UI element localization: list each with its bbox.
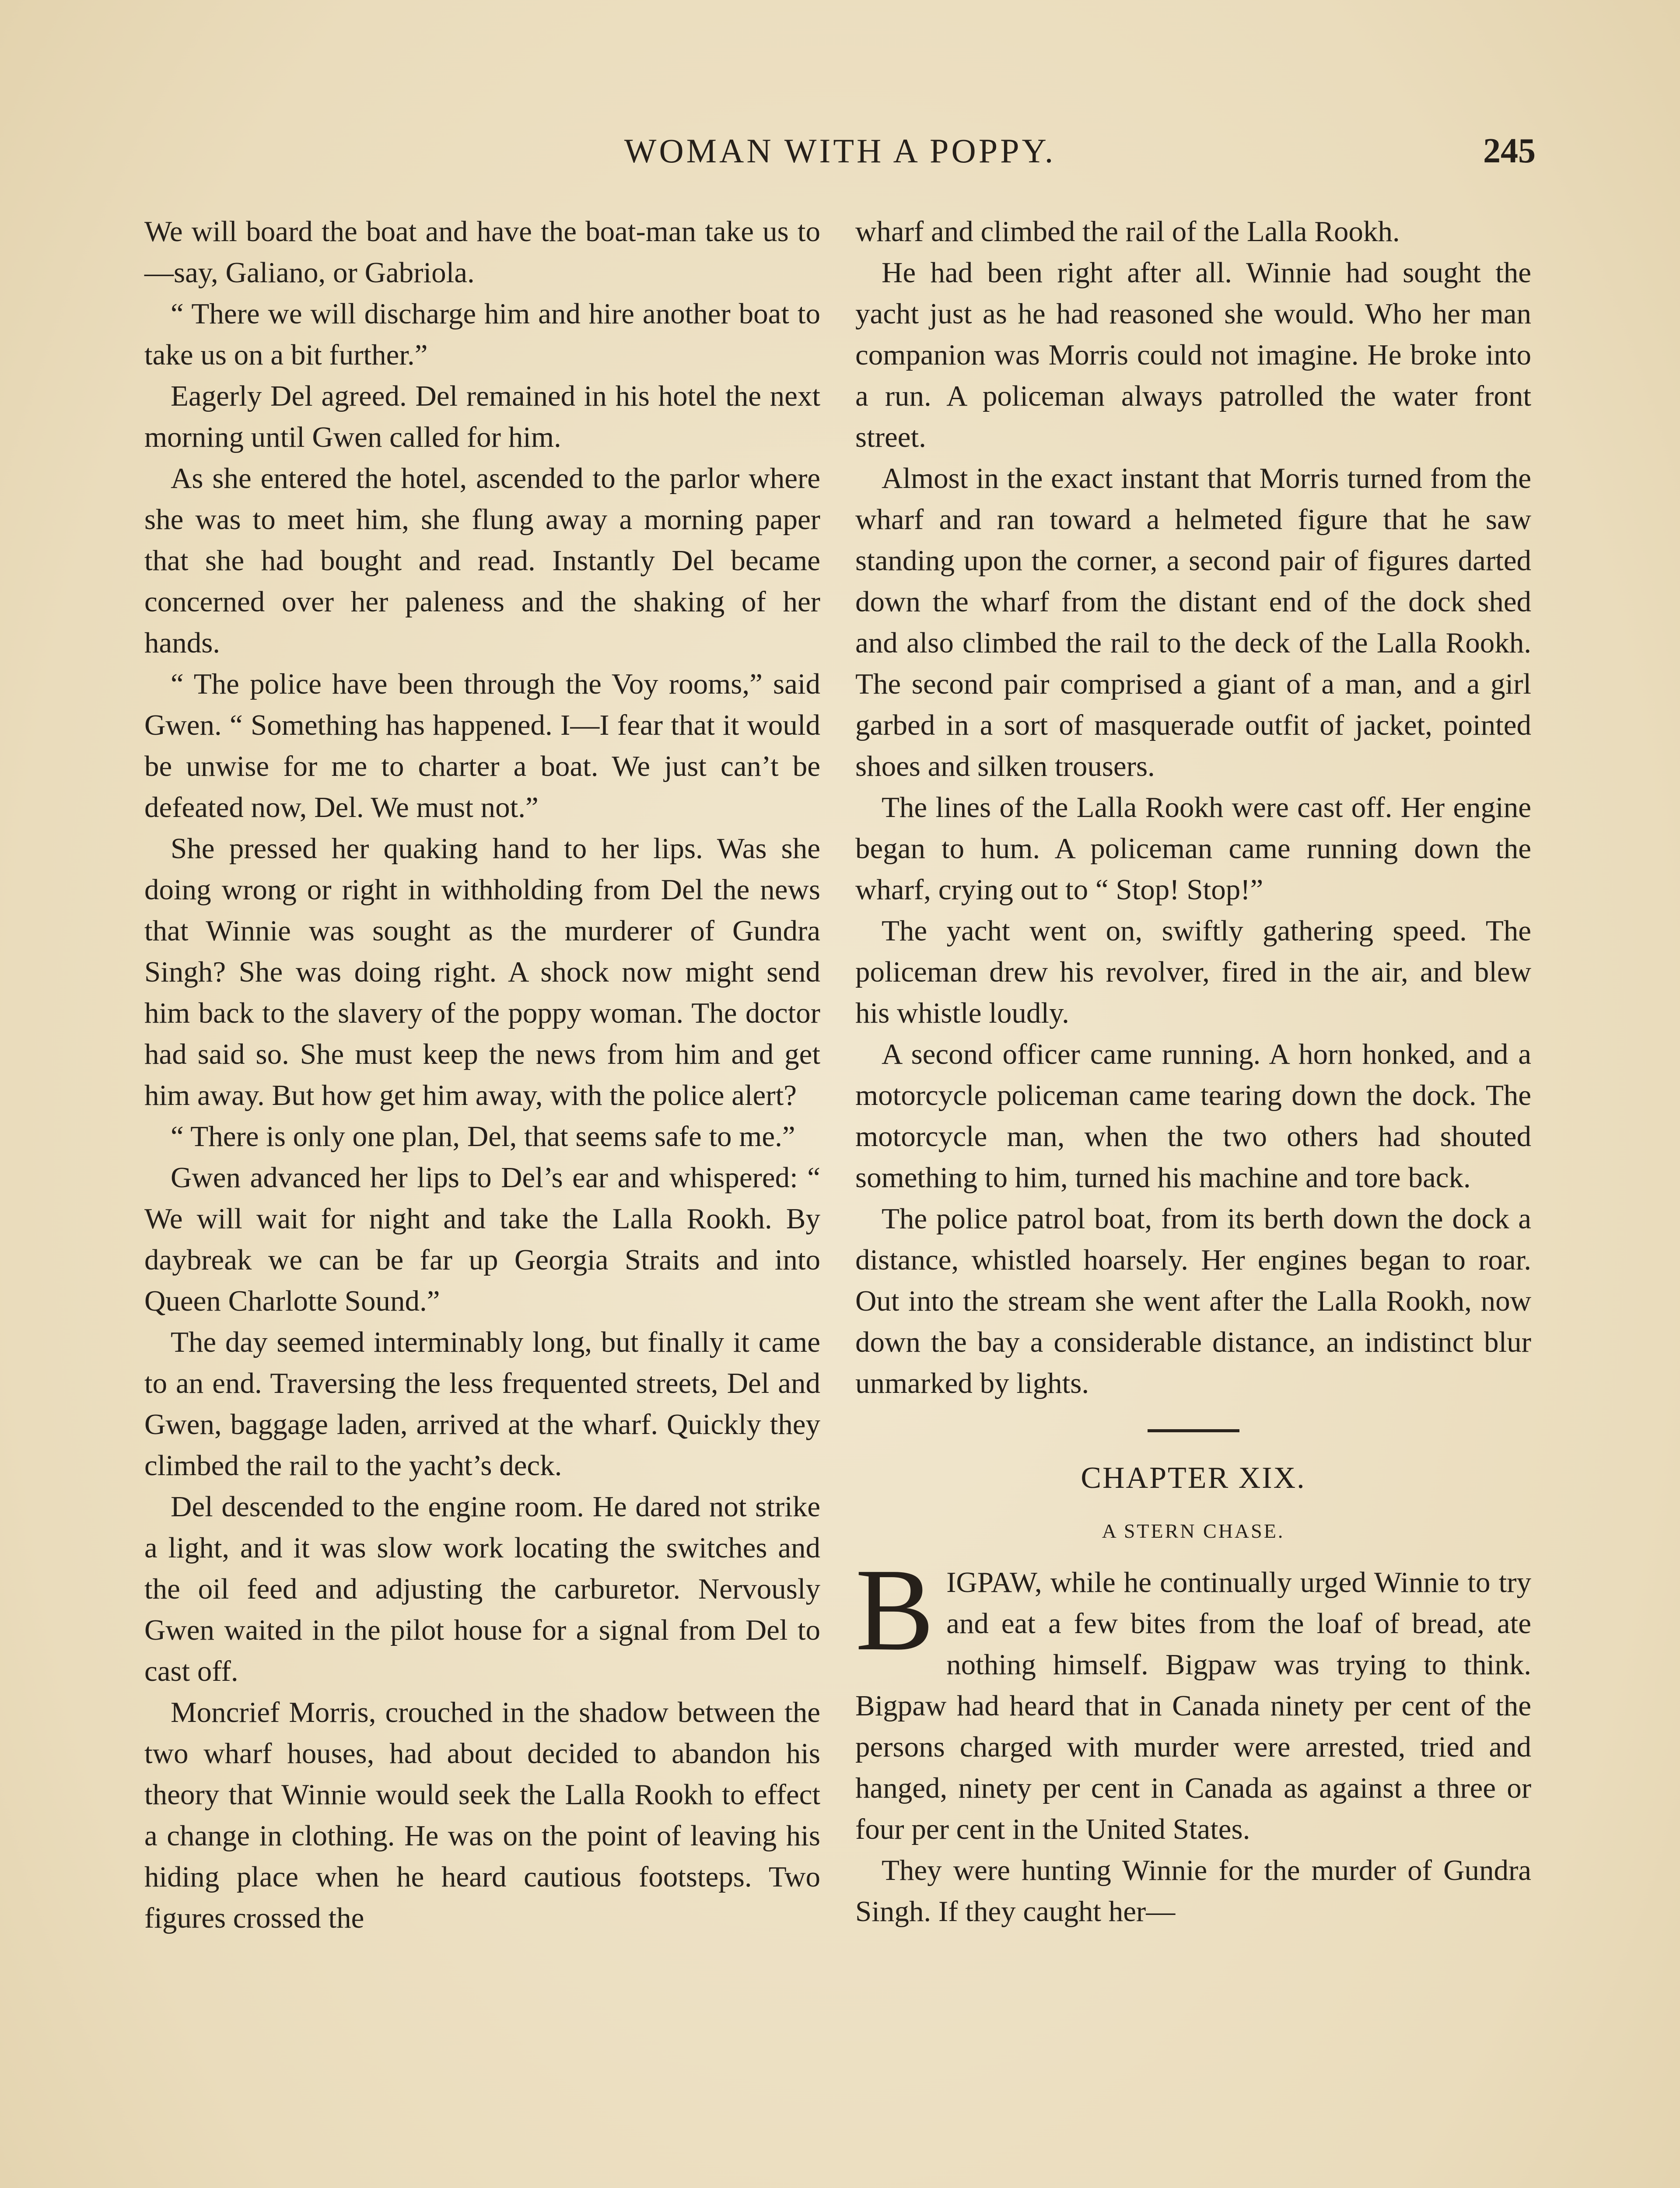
- section-divider: [1148, 1429, 1239, 1432]
- paragraph: The yacht went on, swiftly gathering speed. The policeman drew his revolver, fired in the air, and blew his whistle loudly.: [855, 915, 1531, 1029]
- opening-text: IGPAW, while he continually urged Winnie to try and eat a few bites from the loaf of bread, ate nothing himself. Bigpaw was trying to think. Bigpaw had heard that in Canada ninety per cent of the persons charged with murder were arrested, tried and hanged, ninety per cent in Canada as against a three or four per cent in the United States.: [855, 1566, 1531, 1845]
- paragraph: “ The police have been through the Voy rooms,” said Gwen. “ Something has happened. I—I fear that it would be unwise for me to charter a boat. We just can’t be defeated now, Del. We must not.”: [144, 668, 820, 824]
- page-header: [144, 131, 1536, 179]
- chapter-opening-paragraph: [855, 1544, 1531, 1850]
- paragraph: wharf and climbed the rail of the Lalla Rookh.: [855, 215, 1400, 248]
- paragraph: Gwen advanced her lips to Del’s ear and whispered: “ We will wait for night and take the Lalla Rookh. By daybreak we can be far up Georgia Straits and into Queen Charlotte Sound.”: [144, 1161, 820, 1317]
- left-column: [144, 211, 820, 1939]
- paragraph: “ There we will discharge him and hire another boat to take us on a bit further.”: [144, 298, 820, 371]
- chapter-title: CHAPTER XIX.: [1081, 1461, 1306, 1495]
- right-column: [855, 211, 1531, 1932]
- drop-cap: B: [855, 1544, 934, 1675]
- paragraph: They were hunting Winnie for the murder of Gundra Singh. If they caught her—: [855, 1854, 1531, 1928]
- paragraph: Moncrief Morris, crouched in the shadow between the two wharf houses, had about decided to abandon his theory that Winnie would seek the Lalla Rookh to effect a change in clothing. He was on the point of leaving his hiding place when he heard cautious footsteps. Two figures crossed the: [144, 1696, 820, 1934]
- paragraph: Eagerly Del agreed. Del remained in his hotel the next morning until Gwen called for him.: [144, 380, 820, 453]
- paragraph: Del descended to the engine room. He dared not strike a light, and it was slow work locating the switches and the oil feed and adjusting the carburetor. Nervously Gwen waited in the pilot house for a signal from Del to cast off.: [144, 1490, 820, 1687]
- page-number: 245: [1483, 132, 1536, 170]
- running-title: WOMAN WITH A POPPY.: [624, 132, 1056, 170]
- paragraph: We will board the boat and have the boat-man take us to—say, Galiano, or Gabriola.: [144, 215, 820, 289]
- paragraph: She pressed her quaking hand to her lips. Was she doing wrong or right in withholding from Del the news that Winnie was sought as the murderer of Gundra Singh? She was doing right. A shock now might send him back to the slavery of the poppy woman. The doctor had said so. She must keep the news from him and get him away. But how get him away, with the police alert?: [144, 832, 820, 1112]
- paragraph: A second officer came running. A horn honked, and a motorcycle policeman came tearing down the dock. The motorcycle man, when the two others had shouted something to him, turned his machine and tore back.: [855, 1038, 1531, 1194]
- paragraph: As she entered the hotel, ascended to the parlor where she was to meet him, she flung away a morning paper that she had bought and read. Instantly Del became concerned over her paleness and the shaking of her hands.: [144, 462, 820, 659]
- chapter-subtitle: A STERN CHASE.: [1102, 1520, 1285, 1542]
- paragraph: He had been right after all. Winnie had sought the yacht just as he had reasoned she would. Who her man companion was Morris could not imagine. He broke into a run. A policeman always patrolled the water front street.: [855, 256, 1531, 453]
- paragraph: “ There is only one plan, Del, that seems safe to me.”: [171, 1120, 795, 1153]
- paragraph: Almost in the exact instant that Morris turned from the wharf and ran toward a helmeted figure that he saw standing upon the corner, a second pair of figures darted down the wharf from the distant end of the dock shed and also climbed the rail to the deck of the Lalla Rookh. The second pair comprised a giant of a man, and a girl garbed in a sort of masquerade outfit of jacket, pointed shoes and silken trousers.: [855, 462, 1531, 782]
- paragraph: The police patrol boat, from its berth down the dock a distance, whistled hoarsely. Her engines began to roar. Out into the stream she went after the Lalla Rookh, now down the bay a considerable distance, an indistinct blur unmarked by lights.: [855, 1203, 1531, 1399]
- paragraph: The day seemed interminably long, but finally it came to an end. Traversing the less frequented streets, Del and Gwen, baggage laden, arrived at the wharf. Quickly they climbed the rail to the yacht’s deck.: [144, 1326, 820, 1482]
- paragraph: The lines of the Lalla Rookh were cast off. Her engine began to hum. A policeman came running down the wharf, crying out to “ Stop! Stop!”: [855, 791, 1531, 906]
